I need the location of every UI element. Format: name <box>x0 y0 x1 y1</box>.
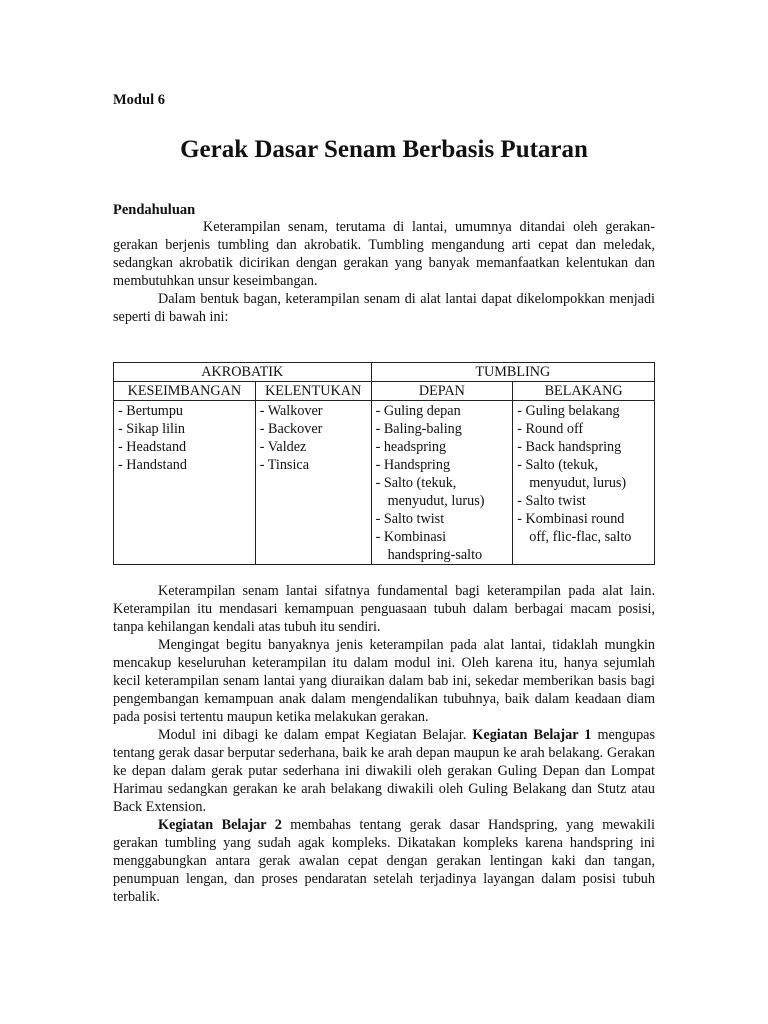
section-heading: Pendahuluan <box>113 202 196 218</box>
body-paragraph-3-rest: mengupas tentang gerak dasar berputar sederhana, baik ke arah depan maupun ke arah belakang. Gerakan ke depan dalam gerak putar sederhana ini diwakili oleh gerakan Guling Depan dan Lompat Harimau sedangkan gerakan ke arah belakang diwakili oleh Guling Belakang dan Stutz atau Back Extension. <box>113 727 655 815</box>
body-paragraph-2: Mengingat begitu banyaknya jenis keterampilan pada alat lantai, tidaklah mungkin mencakup keseluruhan keterampilan itu dalam modul ini. Oleh karena itu, hanya sejumlah kecil keterampilan senam lantai yang diuraikan dalam bab ini, sekedar memberikan basis bagi pengembangan kemampuan anak dalam mengendalikan tubuhnya, baik dalam keadaan diam pada posisi tertentu maupun ketika melakukan gerakan. <box>113 637 655 725</box>
skills-table <box>113 362 655 565</box>
table-group-header-row <box>114 363 655 382</box>
column-keseimbangan <box>114 401 256 565</box>
list-item: - Salto twist <box>375 511 445 527</box>
body-paragraph-3-start: Modul ini dibagi ke dalam empat Kegiatan Belajar. <box>158 727 473 743</box>
list-item: - Backover <box>259 421 323 437</box>
group-header-akrobatik: AKROBATIK <box>114 363 372 382</box>
body-text <box>113 582 655 906</box>
list-item: - Handspring <box>375 457 451 473</box>
body-paragraph-4 <box>113 816 655 906</box>
intro-paragraph-2-block <box>113 290 655 326</box>
list-item: - Valdez <box>259 439 307 455</box>
intro-paragraph-1: Keterampilan senam, terutama di lantai, umumnya ditandai oleh gerakan-gerakan berjenis tumbling dan akrobatik. Tumbling mengandung arti cepat dan meledak, sedangkan akrobatik dicirikan dengan gerakan yang banyak memanfaatkan kelentukan dan membutuhkan unsur keseimbangan. <box>113 219 655 289</box>
list-item: - Round off <box>517 421 584 437</box>
list-item: - Baling-baling <box>375 421 462 437</box>
list-item: - Guling belakang <box>517 403 620 419</box>
kegiatan-belajar-1-label: Kegiatan Belajar 1 <box>472 727 592 743</box>
list-item-continuation: menyudut, lurus) <box>387 493 485 509</box>
module-label: Modul 6 <box>113 92 165 108</box>
list-item: - Tinsica <box>259 457 309 473</box>
table-column-header-row <box>114 382 655 401</box>
list-item: - Guling depan <box>375 403 461 419</box>
list-item-continuation: off, flic-flac, salto <box>529 529 632 545</box>
list-item-continuation: handspring-salto <box>387 547 483 563</box>
document-title: Gerak Dasar Senam Berbasis Putaran <box>180 136 588 163</box>
body-paragraph-4-rest: membahas tentang gerak dasar Handspring, yang mewakili gerakan tumbling yang sudah agak kompleks. Dikatakan kompleks karena handspring ini menggabungkan antara gerak awalan cepat dengan gerakan lentingan kaki dan tangan, penumpuan lengan, dan proses pendaratan setelah terjadinya layangan dalam posisi tubuh terbalik. <box>113 817 655 905</box>
table-body-row <box>114 401 655 565</box>
column-depan <box>371 401 513 565</box>
list-item: - Back handspring <box>517 439 622 455</box>
column-header-depan: DEPAN <box>371 382 513 401</box>
list-item: - Handstand <box>118 457 187 473</box>
list-item: - Salto (tekuk, <box>517 457 598 473</box>
list-item-continuation: menyudut, lurus) <box>529 475 627 491</box>
body-paragraph-3 <box>113 726 655 816</box>
list-item: - Salto twist <box>517 493 586 509</box>
column-header-belakang: BELAKANG <box>513 382 655 401</box>
column-header-keseimbangan: KESEIMBANGAN <box>114 382 256 401</box>
list-item: - Bertumpu <box>118 403 184 419</box>
list-item: - Headstand <box>118 439 187 455</box>
column-kelentukan <box>255 401 371 565</box>
list-item: - headspring <box>375 439 447 455</box>
list-item: - Salto (tekuk, <box>375 475 457 491</box>
column-header-kelentukan: KELENTUKAN <box>255 382 371 401</box>
list-item: - Kombinasi round <box>517 511 625 527</box>
intro-paragraph-1-block <box>113 218 655 290</box>
intro-paragraph-2: Dalam bentuk bagan, keterampilan senam di alat lantai dapat dikelompokkan menjadi seperti di bawah ini: <box>113 291 655 325</box>
body-paragraph-1: Keterampilan senam lantai sifatnya fundamental bagi keterampilan pada alat lain. Keterampilan itu mendasari kemampuan penguasaan tubuh dalam berbagai macam posisi, tanpa kehilangan kendali atas tubuh itu sendiri. <box>113 583 655 635</box>
list-item: - Sikap lilin <box>118 421 185 437</box>
column-belakang <box>513 401 655 565</box>
list-item: - Walkover <box>259 403 323 419</box>
group-header-tumbling: TUMBLING <box>371 363 654 382</box>
list-item: - Kombinasi <box>375 529 447 545</box>
kegiatan-belajar-2-label: Kegiatan Belajar 2 <box>158 817 282 833</box>
